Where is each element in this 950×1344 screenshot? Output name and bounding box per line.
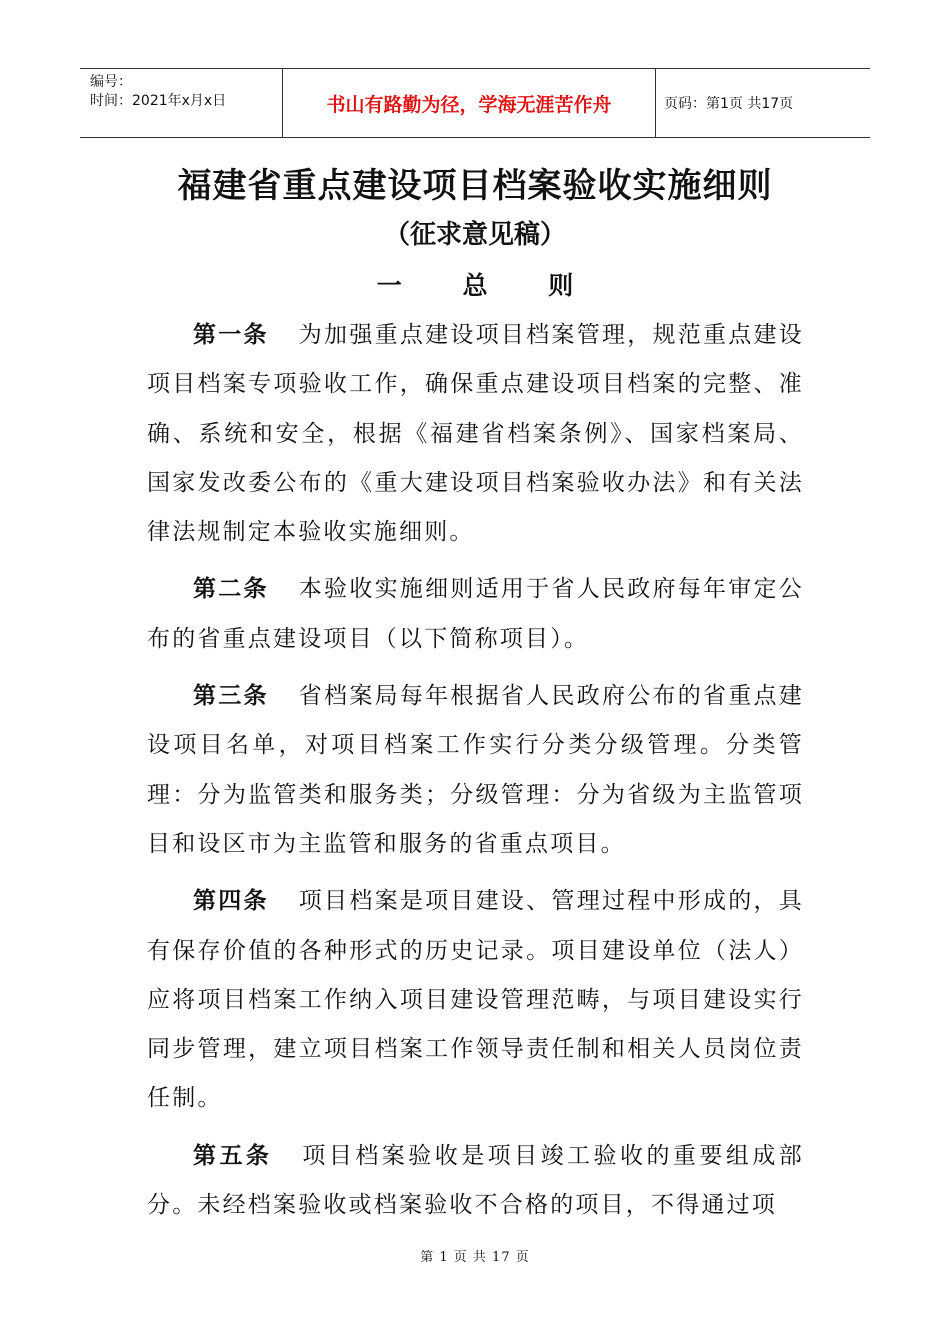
article-paragraph (147, 1131, 804, 1231)
document-subtitle: （征求意见稿） (383, 220, 566, 250)
page-footer: 第 1 页 共 17 页 (420, 1250, 530, 1265)
header-page-info: 页码：第1页 共17页 (664, 96, 794, 112)
document-body (147, 310, 804, 1237)
document-date: 时间：2021年x月x日 (90, 93, 227, 109)
document-number-label: 编号： (90, 74, 132, 90)
article-label: 第四条 (193, 887, 269, 915)
article-text: 项目档案是项目建设、管理过程中形成的，具有保存价值的各种形式的历史记录。项目建设单位（法人）应将项目档案工作纳入项目建设管理范畴，与项目建设实行同步管理，建立项目档案工作领导责任制和相关人员岗位责任制。 (147, 888, 804, 1112)
page-header (80, 68, 870, 138)
article-text: 本验收实施细则适用于省人民政府每年审定公布的省重点建设项目（以下简称项目）。 (147, 576, 804, 652)
article-label: 第一条 (193, 321, 269, 348)
header-motto: 书山有路勤为径，学海无涯苦作舟 (283, 69, 656, 137)
article-label: 第五条 (193, 1141, 273, 1169)
article-text: 为加强重点建设项目档案管理，规范重点建设项目档案专项验收工作，确保重点建设项目档案的完整、准确、系统和安全，根据《福建省档案条例》、国家档案局、国家发改委公布的《重大建设项目档案验收办法》和有关法律法规制定本验收实施细则。 (147, 322, 804, 546)
article-label: 第三条 (193, 682, 269, 710)
article-paragraph (147, 310, 804, 557)
section-heading: 一 总 则 (376, 271, 600, 300)
article-paragraph (147, 876, 804, 1123)
header-meta (80, 69, 283, 137)
article-text: 项目档案验收是项目竣工验收的重要组成部分。未经档案验收或档案验收不合格的项目，不得通过项 (147, 1142, 804, 1219)
document-title: 福建省重点建设项目档案验收实施细则 (177, 166, 773, 206)
article-paragraph (147, 564, 804, 664)
article-paragraph (147, 671, 804, 869)
article-text: 省档案局每年根据省人民政府公布的省重点建设项目名单，对项目档案工作实行分类分级管理。分类管理：分为监管类和服务类；分级管理：分为省级为主监管项目和设区市为主监管和服务的省重点项目。 (147, 683, 804, 857)
article-label: 第二条 (193, 575, 269, 603)
